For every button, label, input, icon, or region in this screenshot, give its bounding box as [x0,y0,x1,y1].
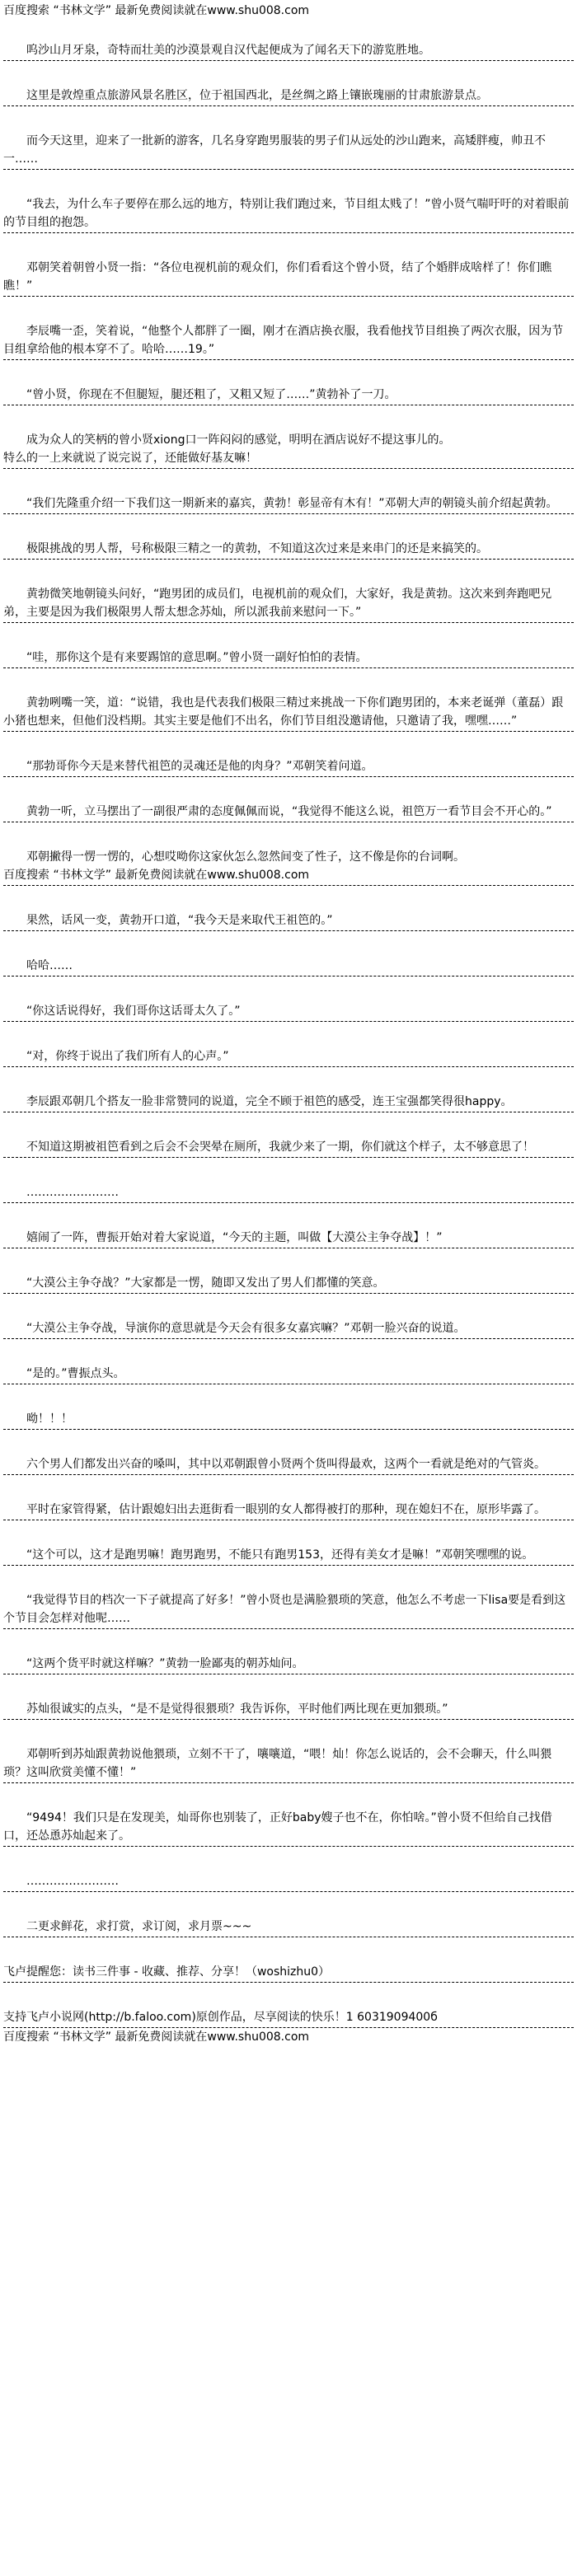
paragraph: 邓朝笑着朝曾小贤一指：“各位电视机前的观众们，你们看看这个曾小贤，结了个婚胖成啥样了！你们瞧瞧！” [3,259,574,297]
footer-banner: 百度搜索 “书林文学” 最新免费阅读就在www.shu008.com [3,2030,310,2044]
section-break: …………………… [3,1183,574,1203]
site-support-line: 支持飞卢小说网(http://b.faloo.com)原创作品，尽享阅读的快乐！1 6031909400б [3,2008,574,2028]
paragraph: “是的。”曹振点头。 [3,1365,574,1384]
paragraph: 六个男人们都发出兴奋的嗓叫，其中以邓朝跟曾小贤两个货叫得最欢，这两个一看就是绝对的气管炎。 [3,1455,574,1475]
site-reminder: 飞卢提醒您：读书三件事 - 收藏、推荐、分享！（woshizhu0） [3,1963,574,1983]
chapter-end-note: 二更求鲜花，求打赏，求订阅，求月票~~~ [3,1918,574,1937]
section-break: …………………… [3,1872,574,1892]
paragraph: “你这话说得好，我们哥你这话哥太久了。” [3,1002,574,1022]
paragraph: “大漠公主争夺战？”大家都是一愣，随即又发出了男人们都懂的笑意。 [3,1274,574,1294]
paragraph: 成为众人的笑柄的曾小贤xiong口一阵闷闷的感觉，明明在酒店说好不提这事儿的。 [26,433,451,447]
paragraph: 哈哈…… [3,957,574,977]
paragraph: “这个可以，这才是跑男嘛！跑男跑男，不能只有跑男153，还得有美女才是嘛！”邓朝笑嘿嘿的说。 [3,1546,574,1566]
paragraph: 黄勃微笑地朝镜头问好，“跑男团的成员们，电视机前的观众们，大家好，我是黄勃。这次来到奔跑吧兄弟，主要是因为我们极限男人帮太想念苏灿，所以派我前来慰问一下。” [3,585,574,623]
paragraph: “曾小贤，你现在不但腿短，腿还粗了，又粗又短了……”黄勃补了一刀。 [3,386,574,405]
paragraph: “这两个货平时就这样嘛？”黄勃一脸鄙夷的朝苏灿问。 [3,1655,574,1674]
paragraph: 果然，话风一变，黄勃开口道，“我今天是来取代王祖笆的。” [3,911,574,931]
paragraph: 黄勃一听，立马摆出了一副很严肃的态度佩佩而说，“我觉得不能这么说，祖笆万一看节目会不开心的。” [3,803,574,822]
paragraph: “大漠公主争夺战，导演你的意思就是今天会有很多女嘉宾嘛？”邓朝一脸兴奋的说道。 [3,1319,574,1339]
paragraph: 呦！！！ [3,1410,574,1430]
paragraph: “我去，为什么车子要停在那么远的地方，特别让我们跑过来，节目组太贱了！”曾小贤气喘吁吁的对着眼前的节目组的抱怨。 [3,195,574,233]
paragraph: 李辰嘴一歪，笑着说，“他整个人都胖了一圈，刚才在酒店换衣服，我看他找节目组换了两次衣服，因为节目组拿给他的根本穿不了。哈哈……19。” [3,322,574,360]
paragraph: “哇，那你这个是有来要踢馆的意思啊。”曾小贤一副好怕怕的表情。 [3,649,574,668]
paragraph: 不知道这期被祖笆看到之后会不会哭晕在厕所，我就少来了一期，你们就这个样子，太不够意思了！ [3,1138,574,1158]
paragraph: 而今天这里，迎来了一批新的游客，几名身穿跑男服装的男子们从远处的沙山跑来，高矮胖瘦，帅丑不一…… [3,132,574,170]
paragraph: “9494！我们只是在发现美，灿哥你也别装了，正好baby嫂子也不在，你怕啥。”曾小贤不但给自己找借口，还怂恿苏灿起来了。 [3,1809,574,1847]
paragraph: 这里是敦煌重点旅游风景名胜区，位于祖国西北，是丝绸之路上镶嵌瑰丽的甘肃旅游景点。 [3,87,574,106]
header-banner: 百度搜索 “书林文学” 最新免费阅读就在www.shu008.com [3,4,310,17]
paragraph: “那勃哥你今天是来替代祖笆的灵魂还是他的肉身？”邓朝笑着问道。 [3,757,574,777]
paragraph: 邓朝撇得一愣一愣的，心想哎呦你这家伙怎么忽然间变了性子，这不像是你的台词啊。 [26,850,465,864]
paragraph: 黄勃咧嘴一笑，道：“说错，我也是代表我们极限三精过来挑战一下你们跑男团的，本来老诞弹（董磊）跟小猪也想来，但他们没档期。其实主要是他们不出名，你们节目组没邀请他，只邀请了我，嘿嘿……” [3,694,574,732]
site-watermark: 百度搜索 “书林文学” 最新免费阅读就在www.shu008.com [3,866,574,886]
paragraph: 邓朝听到苏灿跟黄勃说他猥琐，立刻不干了，嚷嚷道，“喂！灿！你怎么说话的，会不会聊天，什么叫猥琐？这叫欣赏美懂不懂！” [3,1745,574,1783]
paragraph: 呜沙山月牙泉，奇特而壮美的沙漠景观自汉代起便成为了闻名天下的游览胜地。 [3,41,574,61]
paragraph: 特么的一上来就说了说完说了，还能做好基友嘛！ [3,449,574,469]
paragraph: 李辰跟邓朝几个搭友一脸非常赞同的说道，完全不顾于祖笆的感受，连王宝强都笑得很happy。 [3,1093,574,1112]
paragraph: “对，你终于说出了我们所有人的心声。” [3,1047,574,1067]
paragraph: 苏灿很诚实的点头，“是不是觉得很猥琐？我告诉你，平时他们两比现在更加猥琐。” [3,1700,574,1720]
paragraph: 平时在家管得紧，估计跟媳妇出去逛街看一眼别的女人都得被打的那种，现在媳妇不在，原形毕露了。 [3,1501,574,1520]
paragraph: 嬉闹了一阵，曹振开始对着大家说道，“今天的主题，叫做【大漠公主争夺战】！” [3,1229,574,1248]
paragraph: 极限挑战的男人帮，号称极限三精之一的黄勃，不知道这次过来是来串门的还是来搞笑的。 [3,540,574,560]
paragraph: “我们先隆重介绍一下我们这一期新来的嘉宾，黄勃！彰显帝有木有！”邓朝大声的朝镜头前介绍起黄勃。 [3,494,574,514]
paragraph: “我觉得节目的档次一下子就提高了好多！”曾小贤也是满脸猥琐的笑意，他怎么不考虑一下lisa要是看到这个节目会怎样对他呢…… [3,1591,574,1629]
